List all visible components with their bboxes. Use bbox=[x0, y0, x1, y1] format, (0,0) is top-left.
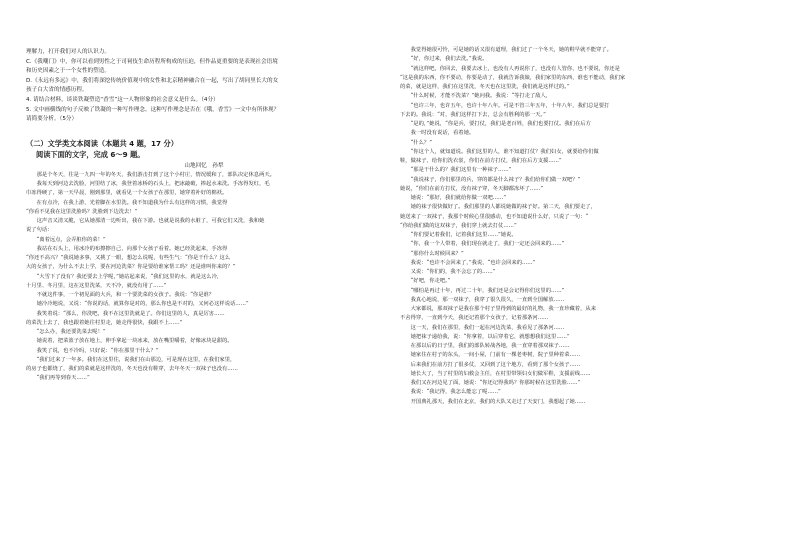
questions-tail bbox=[26, 48, 382, 125]
article-line: 那是个冬天，往是一九四一年的冬天，我们游击打到了这个小村庄，情况缓和了，部队决定休息两天。 bbox=[26, 171, 275, 178]
article-line: “你看不见我在这里洗脸吗？洗脸到下边洗去！” bbox=[26, 208, 138, 215]
article-line: “什么？” bbox=[400, 139, 432, 146]
article-line: 十月里、冬月里，这在这里洗菜，天不冷，就没有用了……” bbox=[26, 282, 167, 289]
article-line: “哪怕是再过十年，再过二十年，我们还是会记得你们这里的……” bbox=[400, 287, 565, 294]
article-line: 说了句话： bbox=[26, 227, 53, 234]
article-line: “你，我一个人带着，我们现在就走了，我们一定还会回来的……” bbox=[400, 241, 565, 248]
article-line: 她说，“你们在前方打仗，没有袜子穿，冬天脚都冻坏了……” bbox=[400, 185, 544, 192]
article-line: 我们又在河边见了面，她说：“你还记得我吗？你那时候在这里洗脸……” bbox=[400, 380, 581, 386]
article-line: 她长大了，当了村里的妇救会主任，在村里带领妇女们做军鞋，支援前线…… bbox=[400, 370, 591, 377]
article-line: 下去的。我说：“对，我们这样打下去，总会有胜利的那一天。” bbox=[400, 111, 546, 118]
article-line: “就这样吧，你回去，我要去冰上，也没有人再说你了，也没有人管你，也不要说，你还是 bbox=[400, 65, 620, 72]
article-line: “这是我的东西，你不要动，你要是动了，我就告诉我娘，我们家里的东西，谁也不能动，我们家 bbox=[400, 74, 626, 81]
article-line: 她说：“那好，我们就给你做一双吧……” bbox=[400, 195, 507, 201]
article-line: “你们要记着我们，记着我们这里……”她说。 bbox=[400, 232, 517, 238]
article-line: “也许三年，也许五年，也许十年八年。可是不管三年五年，十年八年，我们总是要打 bbox=[400, 102, 610, 109]
article-line: 不舍得穿，一直到今天，我还记着那个女孩子，记着那条河…… bbox=[400, 315, 549, 322]
article-line: “我说袜子，你们那里的兵，穿的都是什么袜子？我们给你们做一双吧？” bbox=[400, 176, 581, 183]
article-line: “那你什么时候回来？” bbox=[400, 250, 464, 257]
left-column bbox=[26, 48, 382, 384]
article-line: “你这个人，就知道说。我们这里的人，谁不知道打仗？我们妇女，就要给你们做 bbox=[400, 148, 599, 155]
article-line: “你还不高兴？”我说她多事，又挑了一眼，想怎么说呢，有些生气：“你是干什么？这么 bbox=[26, 255, 231, 261]
article-body-right bbox=[400, 46, 776, 407]
article-line: 在有点冷，在我上游，光着脚在水里洗。我不知道我为什么有这样的习惯，我觉得 bbox=[26, 199, 228, 206]
question-line: 理解力，打开我们对人的认识力。 bbox=[26, 49, 110, 55]
article-title: 山地回忆 孙犁 bbox=[184, 162, 224, 169]
article-line: 不就这件事，一个初见面的大兵，和一个要洗菜的女孩子。我说：“你是谁？ bbox=[26, 292, 215, 298]
article-line: 我每天到河边去洗脸，河里结了冰，我登着冰桥的石头上，把冰敲破，捧起水来洗。手冻得发红，毛 bbox=[26, 181, 270, 187]
article-line: 巾冻得硬了，第一天早晨，刚到那里，就看见一个女孩子在那里，她穿着补好的棉袄。 bbox=[26, 190, 228, 197]
article-line: 开国典礼那天，我们在北京，我们的大队又走过了天安门，我想起了她…… bbox=[400, 398, 586, 405]
article-line: 这一天，我们在那里，我们一起在河边洗菜，我看见了那条河…… bbox=[400, 324, 565, 331]
article-line: 她送来了一双袜子，我那个时候心里很感动，也不知道说什么好，只说了一句：“ bbox=[400, 213, 589, 220]
article-line: 我一时没有说话，看着她。 bbox=[400, 130, 475, 137]
article-line: 她的袜子很快做好了。我们那里的人都说她做的袜子好。第二天，我们要走了， bbox=[400, 204, 596, 211]
article-line: “是的，”她说，“你是兵，要打仗，我们是老百姓，我们也要打仗。我们在后方 bbox=[400, 121, 591, 127]
article-line: 我觉得她很可怜，可是她的话又很有道理，我们过了一个冬天，她的鞋早就不能穿了。 bbox=[400, 47, 612, 53]
article-line: 的房子也都烧了，我们的菜就是这样洗的，冬天也没有鞋穿，去年冬天一双袜子也没有…… bbox=[26, 366, 238, 372]
article-line: 我笑了说，也不冷吗，只好说：“你在那里干什么？” bbox=[26, 347, 159, 354]
article-line: 我真心地说，那一双袜子，我穿了很久很久，一直到全国解放…… bbox=[400, 296, 565, 303]
article-line: 鞋，做袜子，给你们洗衣裳，你们在前方打仗，我们在后方支援……” bbox=[400, 158, 562, 164]
article-line: 她说着，把菜篮子放在地上，伸手拿起一块冰来，放在嘴里嚼着，好像冰块是甜的。 bbox=[26, 338, 233, 345]
article-line: 我说：“我记得，我怎么能忘了呢……” bbox=[400, 389, 501, 396]
question-line: 4. 请结合材料，谈谈铁凝塑造“香雪”这一人物形象的社会意义是什么。（4分） bbox=[26, 96, 219, 103]
article-line: 我站在石头上，用冰冷的布擦擦自己，向那个女孩子看着。她已经洗起来，手冻得 bbox=[26, 245, 228, 252]
question-line: C.《我嘲门》中，你可以看到男性之于司祠伎生命历程所构成的压迫，但作品更重要的是表现社会语境 bbox=[26, 58, 278, 65]
article-line: 她家住在村子的东头，一间小屋，门前有一棵老枣树，院子里种着菜…… bbox=[400, 352, 581, 359]
article-line: 她冷冷地说，又说：“你说的话，就算你是对的，那么你也是不对的，又何必这样说话……” bbox=[26, 301, 249, 308]
article-line: “大雪下了没有？我还要去上学呢，”她站起来说，“我们这里的水，就是这么冷， bbox=[26, 273, 223, 280]
article-line: “好，你过来，我们去洗。”我说。 bbox=[400, 56, 488, 63]
question-line: D.《永远有多远》中，我们将深挖传统价值观中的女性和北京精神融合在一起，写出了胡同里长大的女 bbox=[26, 77, 279, 84]
article-line: “什么时候，才能不洗菜？”她问我。我说：“等打走了敌人， bbox=[400, 93, 552, 100]
article-line: 这声音又清又脆，它从她那清一边听出，我在下游。也就是说我的水脏了，可我它们又洗，我和她 bbox=[26, 218, 265, 224]
article-line: 我说：“也许不会回来了，”我说，“也许会回来的……” bbox=[400, 259, 536, 266]
article-line: “好吧，你走吧。” bbox=[400, 278, 451, 285]
article-line: 在那以后的日子里，我们的部队转战各地，我一直穿着那双袜子…… bbox=[400, 343, 570, 349]
article-line: 的菜洗上去了，我也跟着她往村里走，她走得很快，我跟不上……” bbox=[26, 319, 183, 326]
question-line: 和历史因素之于一个女性的塑造。 bbox=[26, 68, 110, 75]
article-line: 我笑着说：“那么，你洗吧，我不在这里洗就是了。你们这里的人，真是厉害…… bbox=[26, 310, 225, 317]
article-line: “你给我们做的这双袜子，我们穿上就去打仗……” bbox=[400, 222, 517, 229]
article-line: “那是干什么的？我们这里有一种袜子……” bbox=[400, 167, 512, 174]
article-body-left bbox=[26, 171, 382, 384]
article-line: 大的女孩子，为什么不去上学，要在河边洗菜？你是要给谁家帮工吗？还是谁叫你来的？” bbox=[26, 264, 236, 271]
right-column bbox=[400, 46, 776, 407]
article-line: “怎么办，我还要洗菜去呢！” bbox=[26, 329, 106, 335]
article-line: 她把袜子递给我，说：“你拿着，以后穿着它，就想想我们这里……” bbox=[400, 333, 570, 340]
article-line: 又说：“你们的，我不会忘了的……” bbox=[400, 269, 496, 275]
question-line: 5. 文中画横线的句子反映了铁凝的一种写作理念。这种写作理念是否在《哦，香雪》一文中有所体现？ bbox=[26, 106, 280, 113]
question-line: 孩子白大省的情感历程。 bbox=[26, 87, 88, 94]
section-heading: （二）文学类文本阅读（本题共 4 题，17 分） bbox=[26, 138, 178, 148]
question-line: 请简要分析。（5分） bbox=[26, 116, 78, 123]
article-line: “我们过来了一年多。我们在这里住，说我们在山那边，可是现在这里，在我们家里， bbox=[26, 356, 236, 363]
article-line: “离着远点，会弄脏你的菜！” bbox=[26, 236, 106, 243]
section-instruction: 阅读下面的文字，完成 6～9 题。 bbox=[36, 149, 145, 159]
article-line: 后来我们在前方打了很多仗，又回到了这个地方，看到了那个女孩子…… bbox=[400, 361, 581, 368]
article-line: 的菜，就是这样，我们在这里洗，冬天也在这里洗，我们就是这样过的。” bbox=[400, 84, 570, 90]
article-line: 大家都说，那双袜子是我在那个村子里得到的最好的礼物，我一直珍藏着，从来 bbox=[400, 306, 596, 312]
article-line: “我们再等到春天……” bbox=[26, 375, 90, 382]
